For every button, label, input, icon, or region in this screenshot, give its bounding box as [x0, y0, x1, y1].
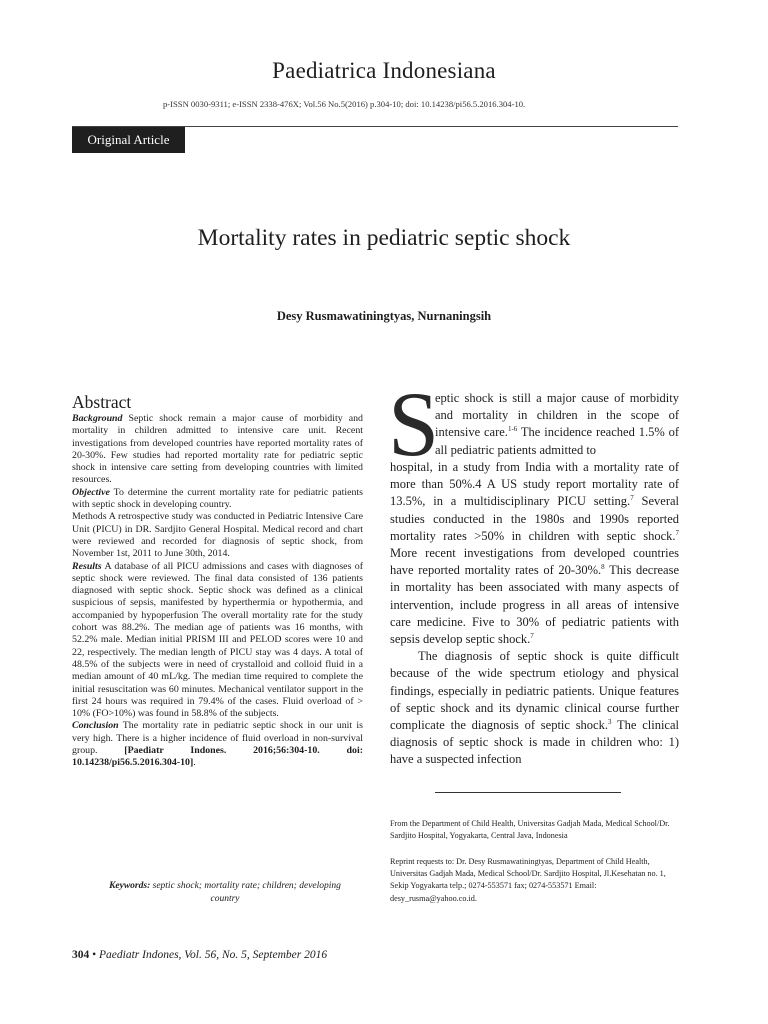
intro-text: The incidence reached 1.5% of all pediatric patients admitted to: [435, 425, 680, 457]
results-label: Results: [72, 560, 102, 572]
footer-bullet: •: [89, 949, 100, 961]
results-text: A database of all PICU admissions and cases with diagnoses of septic shock were reviewed. The final data consisted of 136 patients diagnosed with septic shock. Septic shock was defined as a clinical suspicious of sepsis, manifested by hyperthermia or hypothermia, and accompanied by hypoperfusion The overall mortality rate for the study cohort was 88.2%. The median age of patients was 16 months, with 52.2% male. Median initial PRISM III and PELOD scores were 10 and 22, respectively. The median length of PICU stay was 4 days. A total of 48.5% of the subjects were in need of crystalloid and colloid fluid in a median amount of 40 mL/kg. The median time required to complete the initial resuscitation was 60 minutes. Mechanical ventilator support in the first 24 hours was required in 79.4% of the cases. Fluid overload of > 10% (FO>10%) was found in 58.8% of the subjects.: [72, 560, 363, 720]
keywords-text: septic shock; mortality rate; children; developing country: [150, 881, 341, 904]
reference-superscript: 3: [607, 717, 612, 726]
intro-text: The clinical diagnosis of septic shock is made in children who: 1) have a suspected infection: [390, 718, 679, 767]
intro-text: Several studies conducted in the 1980s and 1990s reported mortality rates >50% in children with septic shock.: [390, 494, 679, 543]
background-label: Background: [72, 413, 123, 424]
abstract-background: [72, 413, 363, 487]
paper-title: Mortality rates in pediatric septic shock: [197, 225, 571, 251]
abstract-methods: Methods A retrospective study was conducted in Pediatric Intensive Care Unit (PICU) in DR. Sardjito General Hospital. Medical record and chart were reviewed and recorded for diagnosis of septic shock, from November 1st, 2011 to June 30th, 2014.: [72, 511, 363, 560]
intro-paragraph-2: [390, 648, 679, 768]
abstract-citation: [Paediatr Indones. 2016;56:304-10. doi: 10.14238/pi56.5.2016.304-10]: [72, 745, 363, 769]
reference-superscript: 1-6: [507, 425, 518, 434]
conclusion-label: Conclusion: [72, 720, 119, 732]
footnote-rule: [435, 792, 621, 793]
keywords-label: Keywords:: [109, 881, 151, 891]
reference-superscript: 8: [601, 563, 605, 572]
keywords: [100, 880, 350, 905]
abstract-objective: [72, 487, 363, 512]
issn-line: p-ISSN 0030-9311; e-ISSN 2338-476X; Vol.56 No.5(2016) p.304-10; doi: 10.14238/pi56.5.2016.304-10.: [163, 99, 526, 109]
objective-label: Objective: [72, 486, 110, 498]
background-text: Septic shock remain a major cause of morbidity and mortality in children admitted to intensive care unit. Recent investigations from developed countries have reported mortality rates of 20-30%. Few studies had reported mortality rate for pediatric septic shock in intensive care setting from developing countries with limited resources.: [72, 413, 363, 486]
footer-citation: Paediatr Indones, Vol. 56, No. 5, September 2016: [99, 949, 328, 961]
intro-text: eptic shock is still a major cause of morbidity and mortality in children in the scope of intensive care.: [435, 391, 679, 440]
intro-text: The diagnosis of septic shock is quite difficult because of the wide spectrum etiology and physical findings, especially in pediatric patients. Unique features of septic shock and its dynamic clinical course further complicate the diagnosis of septic shock.: [390, 649, 679, 733]
journal-title: Paediatrica Indonesiana: [272, 58, 496, 83]
abstract-conclusion: [72, 720, 363, 769]
page-footer: [72, 949, 327, 961]
reprint-footnote: Reprint requests to: Dr. Desy Rusmawatiningtyas, Department of Child Health, Universitas Gadjah Mada, Medical School/Dr. Sardjito Hospital, Jl.Kesehatan no. 1, Sekip Yogyakarta telp.; 0274-553571 fax; 0274-553571 Email: desy_rusma@yahoo.co.id.: [390, 857, 666, 903]
abstract-body: [72, 413, 363, 770]
article-type-badge: Original Article: [72, 127, 185, 153]
reference-superscript: 7: [530, 631, 534, 640]
intro-paragraph-1: [390, 459, 679, 648]
conclusion-text: The mortality rate in pediatric septic shock in our unit is very high. There is a higher incidence of fluid overload in non-survival group.: [72, 720, 363, 757]
affiliation-footnote: From the Department of Child Health, Universitas Gadjah Mada, Medical School/Dr. Sardjito Hospital, Yogyakarta, Central Java, Indonesia: [390, 819, 670, 841]
abstract-results: [72, 561, 363, 721]
abstract-heading: Abstract: [72, 392, 132, 412]
citation-end: .: [193, 757, 196, 769]
author-list: Desy Rusmawatiningtyas, Nurnaningsih: [276, 309, 492, 323]
reference-superscript: 7: [630, 494, 634, 503]
intro-text: hospital, in a study from India with a mortality rate of more than 50%.4 A US study report mortality rate of 13.5%, in a multidisciplinary PICU setting.: [390, 460, 679, 509]
intro-opening-lines: [435, 390, 679, 459]
intro-body: [390, 459, 679, 769]
intro-text: This decrease in mortality has been associated with many aspects of intervention, include progress in all areas of intensive care medicine. Five to 30% of pediatric patients with sepsis develop septic shock.: [390, 563, 679, 647]
intro-text: More recent investigations from developed countries have reported mortality rates of 20-30%.: [390, 546, 679, 578]
objective-text: To determine the current mortality rate for pediatric patients with septic shock in developing country.: [72, 486, 363, 511]
page-number: 304: [72, 949, 90, 961]
drop-cap: S: [388, 373, 440, 475]
reference-superscript: 7: [675, 528, 679, 537]
